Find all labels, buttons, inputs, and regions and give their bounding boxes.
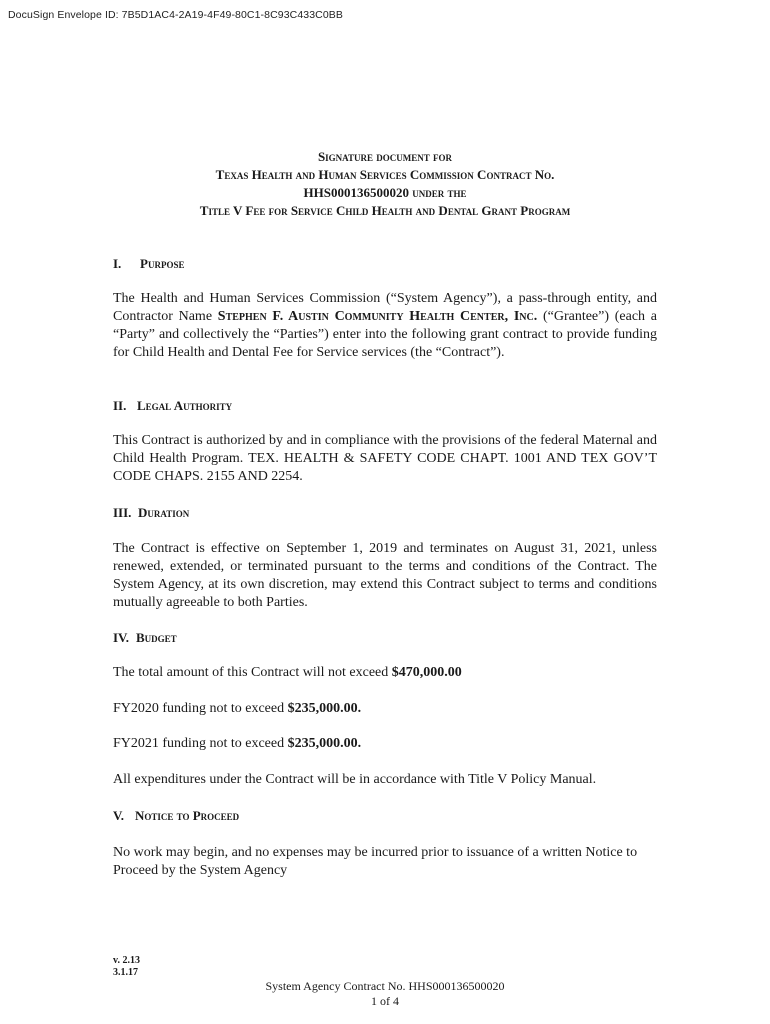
budget-total-label: The total amount of this Contract will not exceed	[113, 665, 392, 680]
version-info	[113, 955, 140, 979]
section-number: V.	[113, 808, 124, 823]
section-title: Budget	[136, 630, 177, 645]
title-under-the: under the	[412, 185, 467, 200]
title-line-1: Signature document for	[317, 149, 453, 164]
contract-number: HHS000136500020	[303, 185, 409, 200]
fy2020-label: FY2020 funding not to exceed	[113, 701, 288, 716]
purpose-text-end: (“Grantee”) (each a “Party” and collectively the “Parties”) enter into the following grant contract to provide funding for Child Health and Dental Fee for Service services (the “Contract”).	[113, 309, 658, 360]
section-number: I.	[113, 256, 122, 271]
section-title: Duration	[138, 505, 190, 520]
fy2021-label: FY2021 funding not to exceed	[113, 736, 288, 751]
budget-fy2021-line	[113, 736, 361, 752]
duration-paragraph: The Contract is effective on September 1, 2019 and terminates on August 31, 2021, unless renewed, extended, or terminated pursuant to the terms and conditions of the Contract. The System Agency, at its own discretion, may extend this Contract subject to terms and conditions mutually agreeable to both Parties.	[113, 541, 657, 610]
purpose-text-start: The Health and Human Services Commission (“System Agency”), a pass-through entity, and Contractor Name	[113, 291, 657, 324]
title-line-2: Texas Health and Human Services Commission Contract No.	[215, 167, 555, 182]
purpose-paragraph	[113, 290, 657, 362]
contractor-name: Stephen F. Austin Community Health Center, Inc.	[217, 309, 538, 324]
budget-total-value: $470,000.00	[391, 665, 462, 680]
section-heading-purpose	[113, 256, 184, 272]
footer-contract-number: System Agency Contract No. HHS000136500020	[265, 979, 505, 993]
section-heading-duration	[113, 505, 189, 521]
section-title: Legal Authority	[137, 398, 233, 413]
budget-policy-line: All expenditures under the Contract will be in accordance with Title V Policy Manual.	[113, 772, 597, 787]
section-number: IV.	[113, 630, 130, 645]
section-number: III.	[113, 505, 132, 520]
version-number: v. 2.13	[113, 955, 140, 966]
page-number: 1 of 4	[371, 994, 399, 1008]
section-heading-authority	[113, 398, 232, 414]
title-line-3	[0, 184, 770, 202]
section-title: Notice to Proceed	[135, 808, 240, 823]
docusign-envelope-id: DocuSign Envelope ID: 7B5D1AC4-2A19-4F49-80C1-8C93C433C0BB	[8, 9, 343, 21]
fy2020-value: $235,000.00.	[287, 701, 362, 716]
version-date: 3.1.17	[113, 967, 138, 978]
authority-paragraph: This Contract is authorized by and in compliance with the provisions of the federal Maternal and Child Health Program. TEX. HEALTH & SAFETY CODE CHAPT. 1001 AND TEX GOV’T CODE CHAPS. 2155 AND 2254.	[113, 433, 657, 484]
notice-paragraph: No work may begin, and no expenses may be incurred prior to issuance of a written Notice to Proceed by the System Agency	[113, 845, 638, 878]
budget-total-line	[113, 665, 462, 681]
section-number: II.	[113, 398, 127, 413]
budget-fy2020-line	[113, 701, 361, 717]
section-title: Purpose	[140, 256, 185, 271]
document-title	[0, 148, 770, 220]
fy2021-value: $235,000.00.	[287, 736, 362, 751]
page-footer	[0, 979, 770, 1009]
section-heading-budget	[113, 630, 177, 646]
section-heading-notice	[113, 808, 239, 824]
title-line-4: Title V Fee for Service Child Health and Dental Grant Program	[199, 203, 571, 218]
